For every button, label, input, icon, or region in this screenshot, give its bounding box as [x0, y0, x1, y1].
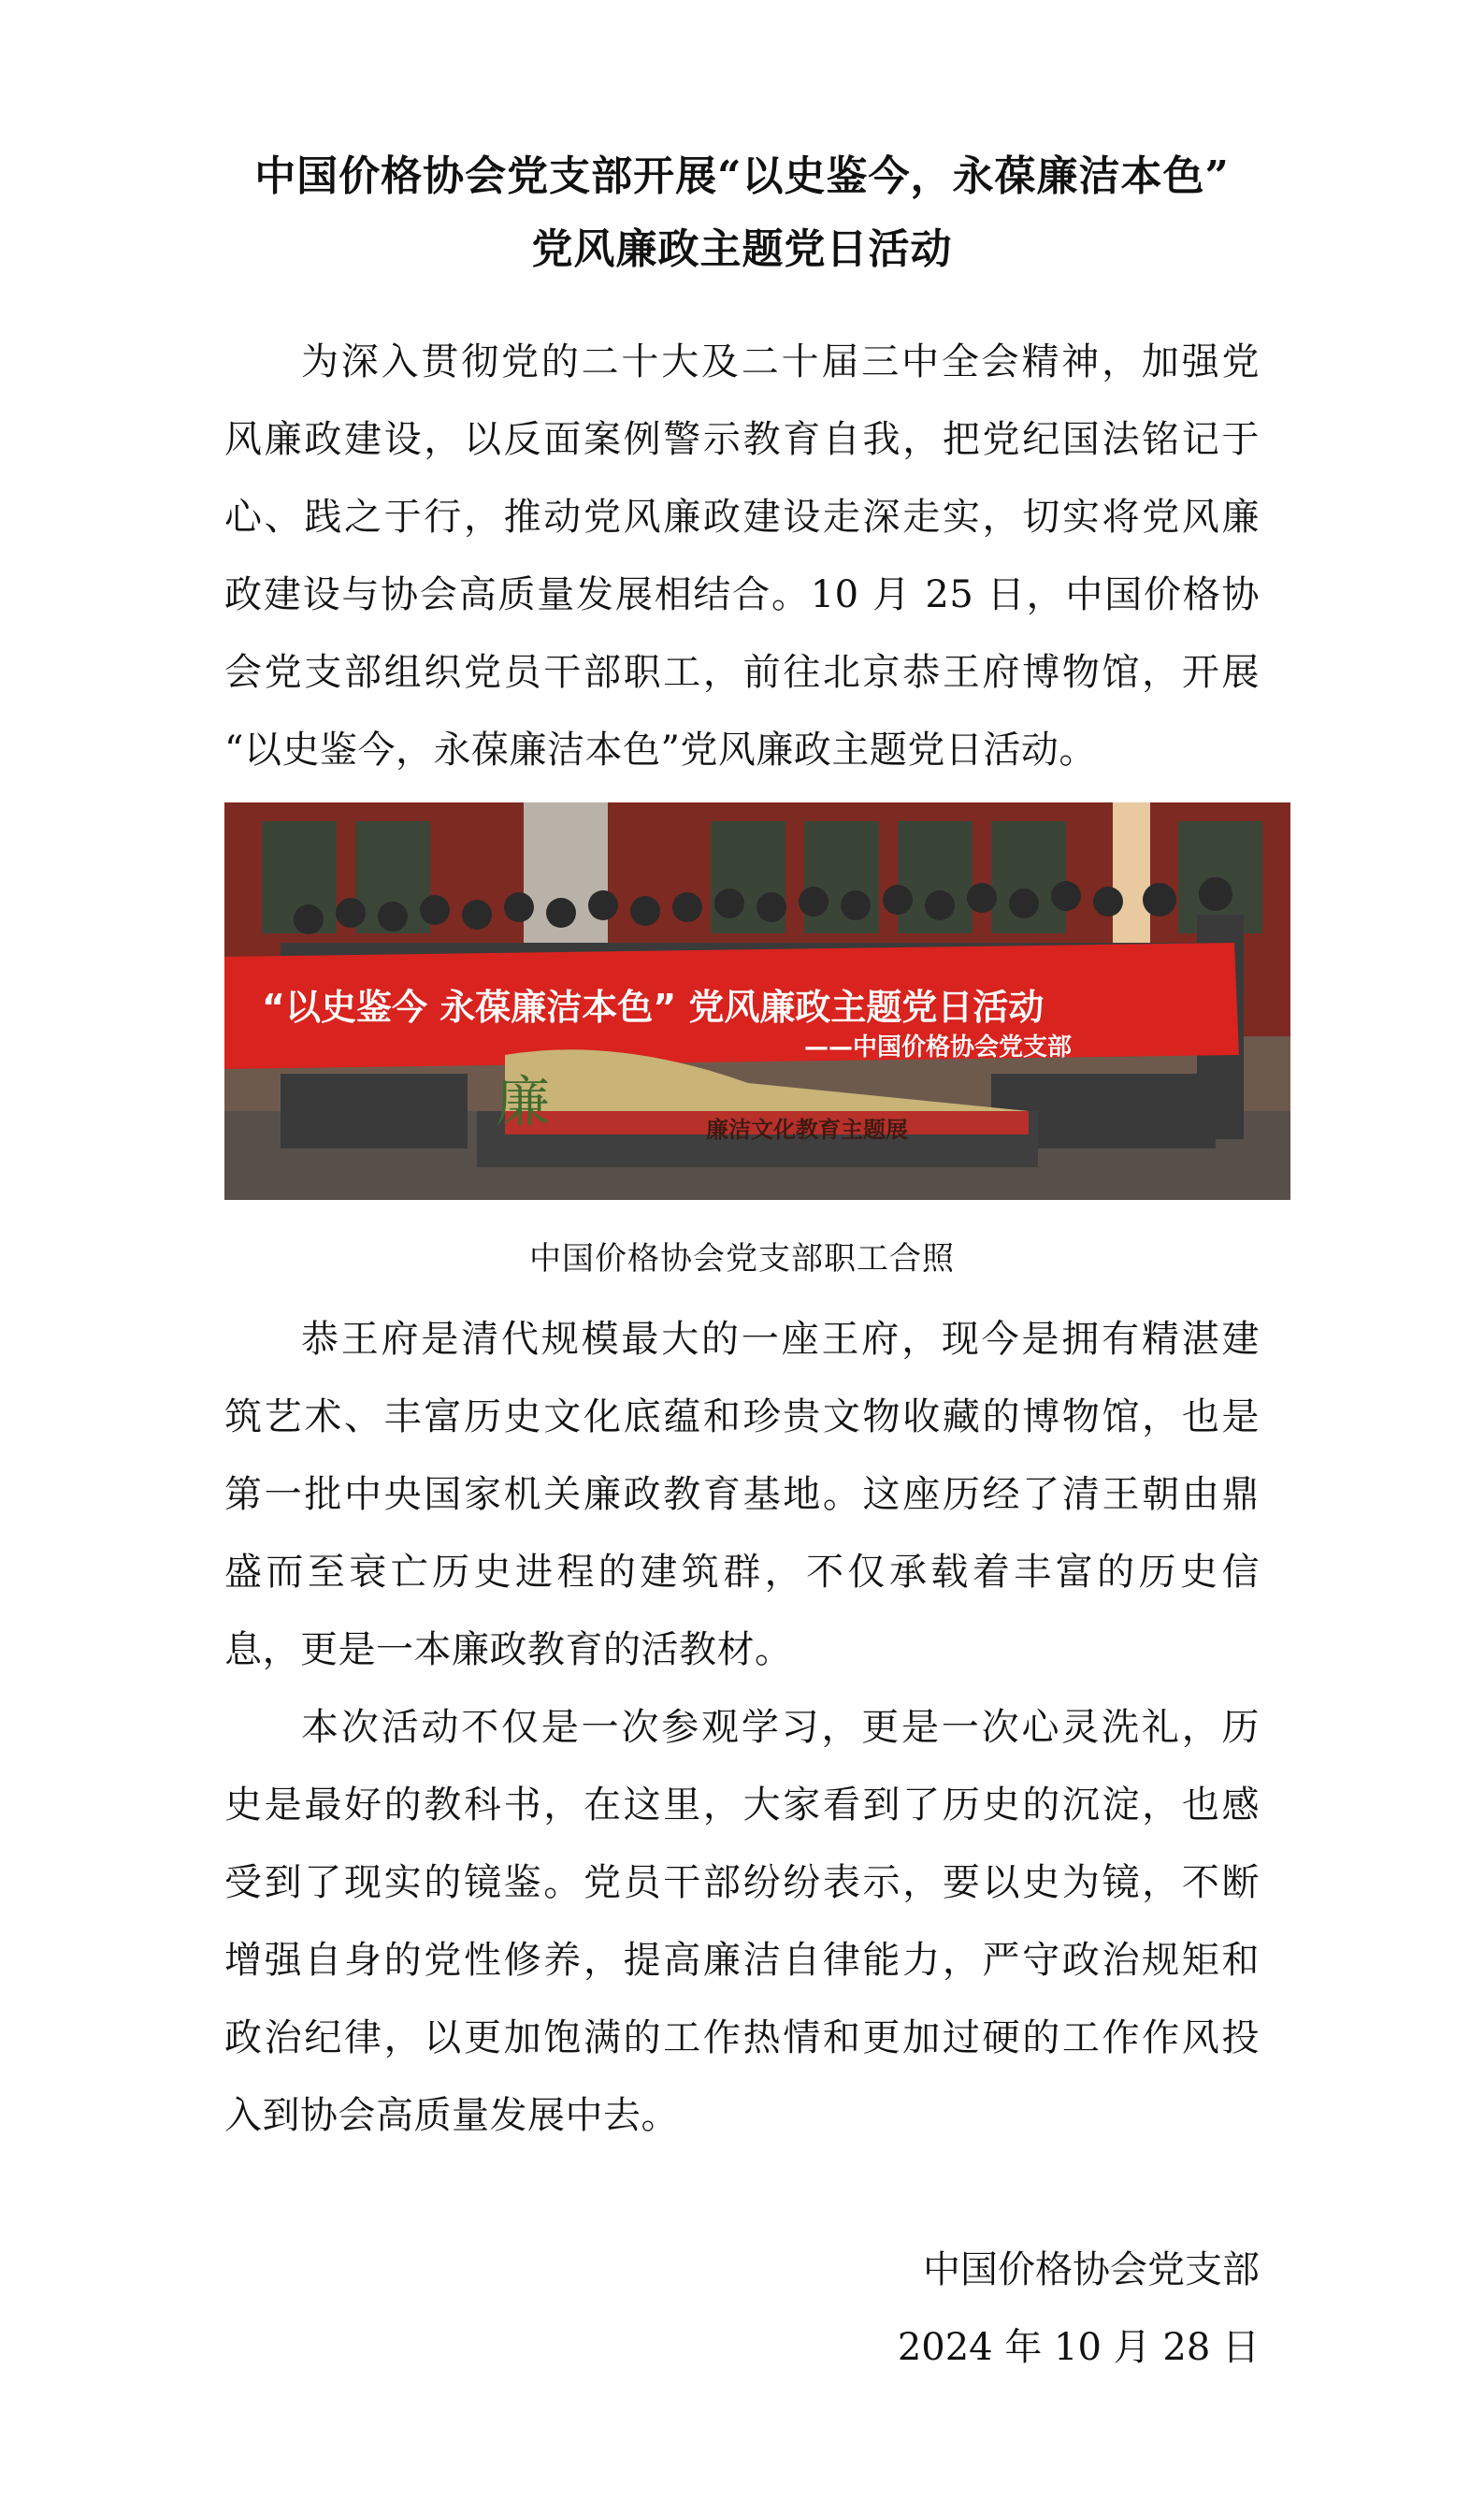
signature-date: 2024 年 10 月 28 日 — [897, 2326, 1260, 2369]
signature-org: 中国价格协会党支部 — [923, 2248, 1260, 2291]
sign-title-text: 廉洁文化教育主题展 — [706, 1116, 908, 1143]
paragraph-1-line: 风廉政建设，以反面案例警示教育自我，把党纪国法铭记于 — [224, 418, 1260, 461]
paragraph-3-line: 政治纪律，以更加饱满的工作热情和更加过硬的工作作风投 — [224, 2016, 1260, 2059]
paragraph-2-line: 第一批中央国家机关廉政教育基地。这座历经了清王朝由鼎 — [224, 1473, 1260, 1516]
paragraph-3-line: 增强自身的党性修养，提高廉洁自律能力，严守政治规矩和 — [224, 1939, 1260, 1982]
paragraph-1-line: 会党支部组织党员干部职工，前往北京恭王府博物馆，开展 — [224, 651, 1260, 694]
paragraph-3-line: 史是最好的教科书，在这里，大家看到了历史的沉淀，也感 — [224, 1784, 1260, 1827]
sign-logo-text: 廉 — [496, 1070, 551, 1134]
paragraph-1-line: 为深入贯彻党的二十大及二十届三中全会精神，加强党 — [301, 340, 1260, 383]
banner-sub-text: ——中国价格协会党支部 — [804, 1033, 1073, 1062]
paragraph-2-line: 息，更是一本廉政教育的活教材。 — [224, 1628, 793, 1671]
photo-caption: 中国价格协会党支部职工合照 — [529, 1240, 955, 1278]
group-photo — [224, 802, 1290, 1200]
paragraph-3-line: 入到协会高质量发展中去。 — [224, 2094, 679, 2137]
paragraph-2-line: 筑艺术、丰富历史文化底蕴和珍贵文物收藏的博物馆，也是 — [224, 1395, 1260, 1438]
paragraph-3-line: 受到了现实的镜鉴。党员干部纷纷表示，要以史为镜，不断 — [224, 1861, 1260, 1904]
paragraph-1-line: “以史鉴今，永葆廉洁本色”党风廉政主题党日活动。 — [224, 729, 1097, 772]
paragraph-1-line: 心、践之于行，推动党风廉政建设走深走实，切实将党风廉 — [224, 496, 1260, 539]
paragraph-1-line: 政建设与协会高质量发展相结合。10 月 25 日，中国价格协 — [224, 573, 1260, 616]
paragraph-2-line: 恭王府是清代规模最大的一座王府，现今是拥有精湛建 — [301, 1318, 1260, 1361]
paragraph-3-line: 本次活动不仅是一次参观学习，更是一次心灵洗礼，历 — [301, 1706, 1260, 1749]
document-title-line-2: 党风廉政主题党日活动 — [531, 225, 953, 273]
paragraph-2-line: 盛而至衰亡历史进程的建筑群，不仅承载着丰富的历史信 — [224, 1551, 1260, 1594]
banner-main-text: “以史鉴今 永葆廉洁本色” 党风廉政主题党日活动 — [262, 987, 1045, 1028]
document-title-line-1: 中国价格协会党支部开展“以史鉴今，永葆廉洁本色” — [254, 152, 1230, 200]
group-photo-illustration — [224, 802, 1290, 1200]
